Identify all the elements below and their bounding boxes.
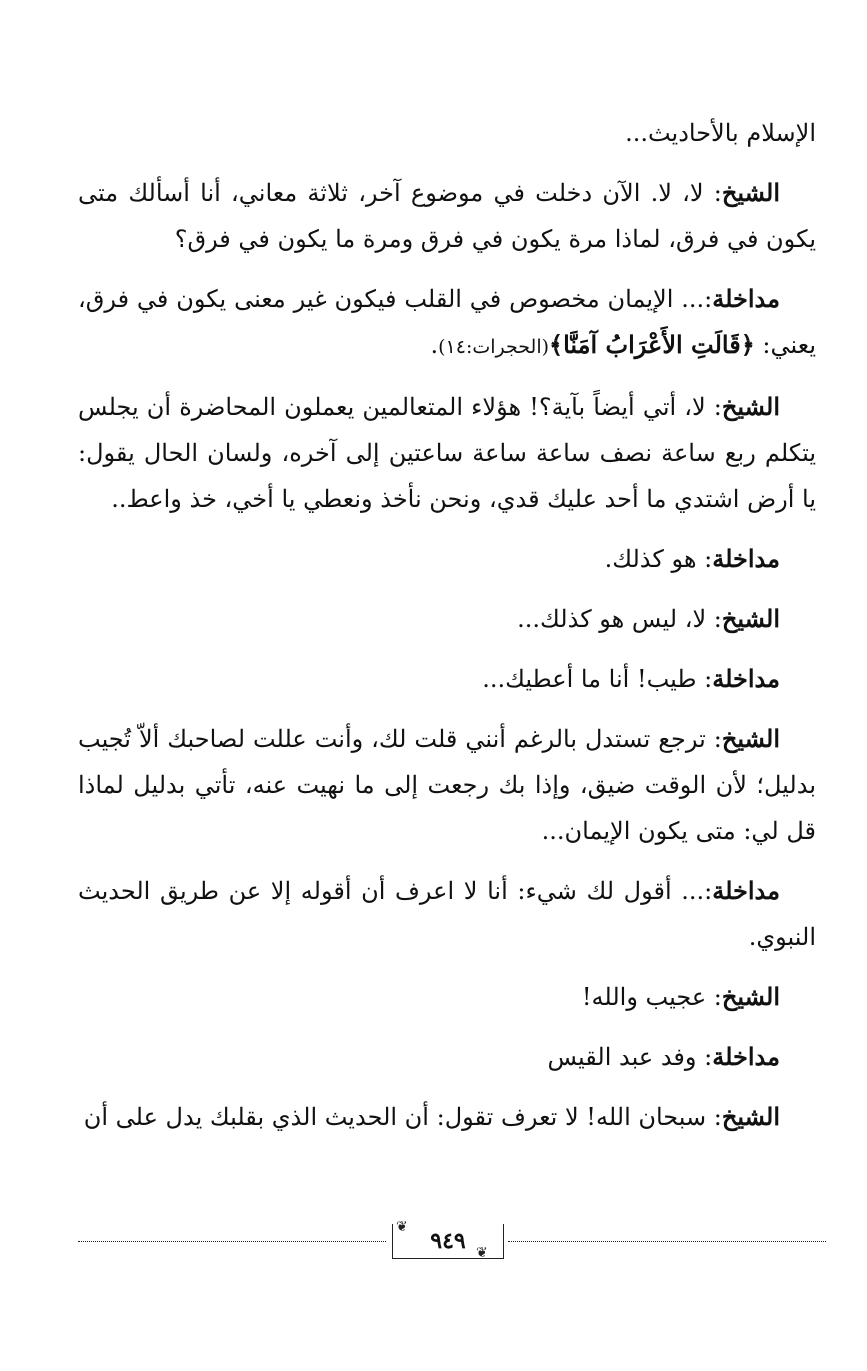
paragraph-end: . (430, 331, 439, 359)
speaker-label: الشيخ (721, 982, 780, 1011)
speaker-label: الشيخ (721, 1102, 780, 1131)
paragraph-1 (78, 110, 816, 156)
paragraph-text: : لا، ليس هو كذلك... (517, 605, 722, 633)
paragraph-text: :... أقول لك شيء: أنا لا اعرف أن أقوله إلا عن طريق الحديث النبوي. (78, 877, 816, 951)
speaker-label: مداخلة (712, 544, 780, 573)
paragraph-text: : وفد عبد القيس (547, 1043, 713, 1071)
paragraph-11 (78, 1034, 816, 1080)
paragraph-7 (78, 656, 816, 702)
speaker-label: الشيخ (721, 178, 780, 207)
page-footer (78, 1219, 826, 1264)
page-number: ٩٤٩ (430, 1228, 466, 1254)
verse-reference: (الحجرات:١٤) (438, 336, 550, 358)
paragraph-text: : عجيب والله! (581, 983, 722, 1011)
speaker-label: مداخلة (712, 1042, 780, 1071)
paragraph-text: : ترجع تستدل بالرغم أنني قلت لك، وأنت عللت لصاحبك ألاّ تُجيب بدليل؛ لأن الوقت ضيق، وإذا بك رجعت إلى ما نهيت عنه، تأتي بدليل لماذا قل لي: متى يكون الإيمان... (78, 725, 816, 845)
paragraph-text: : طيب! أنا ما أعطيك... (482, 665, 713, 693)
paragraph-text: : لا، أتي أيضاً بآية؟! هؤلاء المتعالمين يعملون المحاضرة أن يجلس يتكلم ربع ساعة نصف ساعة ساعة ساعتين إلى آخره، ولسان الحال يقول: يا أرض اشتدي ما أحد عليك قدي، ونحن نأخذ ونعطي يا أخي، خذ واعط.. (78, 393, 816, 513)
page-body (78, 110, 816, 1154)
paragraph-text: : لا، لا. الآن دخلت في موضوع آخر، ثلاثة معاني، أنا أسألك متى يكون في فرق، لماذا مرة يكون في فرق ومرة ما يكون في فرق؟ (78, 179, 816, 253)
paragraph-6 (78, 596, 816, 642)
footer-rule-left (78, 1241, 386, 1242)
paragraph-12 (78, 1094, 816, 1140)
paragraph-8 (78, 716, 816, 854)
paragraph-3 (78, 276, 816, 370)
ornament-icon: ❦ (476, 1245, 488, 1261)
speaker-label: مداخلة (712, 284, 780, 313)
paragraph-text: الإسلام بالأحاديث... (625, 119, 816, 147)
speaker-label: مداخلة (712, 664, 780, 693)
paragraph-text: : سبحان الله! لا تعرف تقول: أن الحديث الذي بقلبك يدل على أن (83, 1103, 722, 1131)
footer-rule-right (508, 1241, 826, 1242)
ornament-icon: ❦ (396, 1219, 408, 1235)
paragraph-9 (78, 868, 816, 960)
speaker-label: مداخلة (712, 876, 780, 905)
paragraph-2 (78, 170, 816, 262)
paragraph-10 (78, 974, 816, 1020)
paragraph-text: :... الإيمان مخصوص في القلب فيكون غير معنى يكون في فرق، يعني: (78, 285, 816, 359)
quran-verse: ﴿قَالَتِ الأَعْرَابُ آمَنَّا﴾ (549, 330, 755, 359)
paragraph-4 (78, 384, 816, 522)
paragraph-text: : هو كذلك. (604, 545, 713, 573)
paragraph-5 (78, 536, 816, 582)
speaker-label: الشيخ (721, 604, 780, 633)
speaker-label: الشيخ (721, 724, 780, 753)
speaker-label: الشيخ (721, 392, 780, 421)
